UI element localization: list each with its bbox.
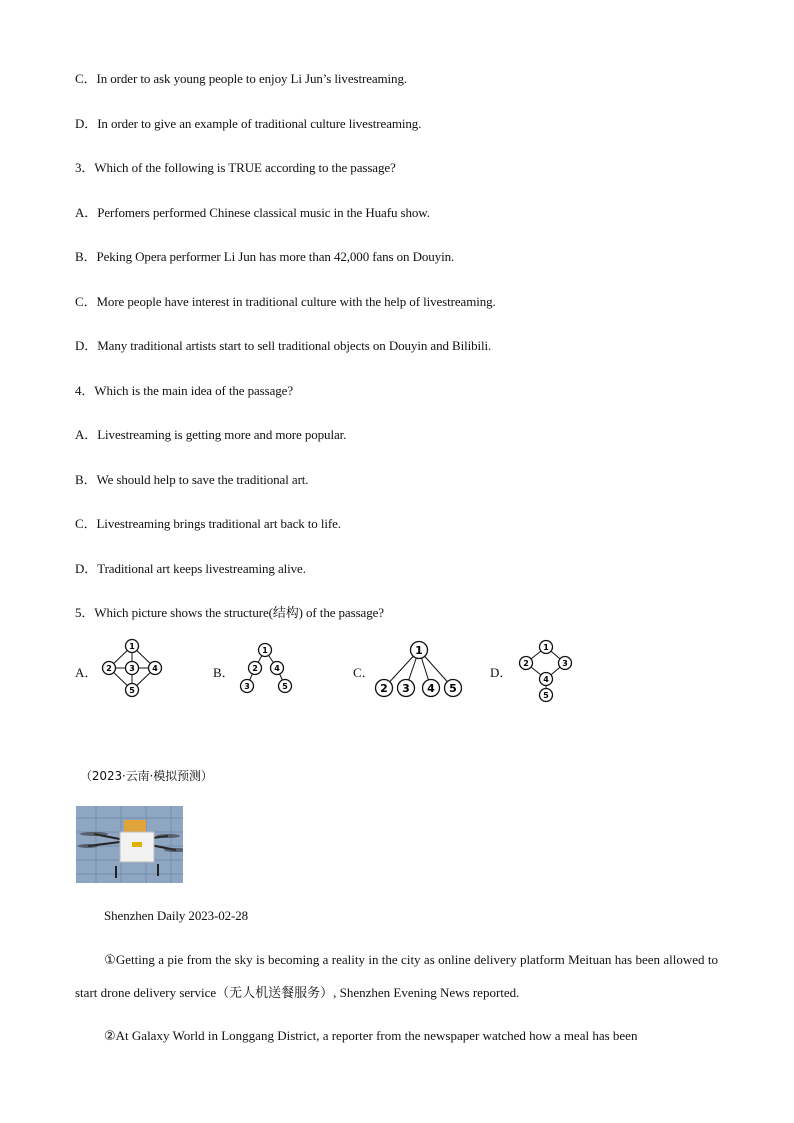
diagram-node-label: 3: [129, 663, 135, 673]
q2-option-c: C．In order to ask young people to enjoy Li Jun’s livestreaming.: [75, 71, 408, 86]
q5-option-b-label: B．: [213, 665, 235, 680]
diagram-node-label: 3: [244, 681, 250, 691]
q5-options: [75, 636, 595, 706]
paragraph-2-marker: ②: [104, 1029, 116, 1044]
q4-option-d: D．Traditional art keeps livestreaming alive.: [75, 561, 306, 576]
paragraph-1-text: Getting a pie from the sky is becoming a reality in the city as online delivery platform Meituan has been allowed to start drone delivery service（无人机送餐服务）, Shenzhen Evening News reported.: [75, 952, 718, 1000]
diagram-node-label: 4: [152, 663, 158, 673]
diagram-node-label: 2: [252, 663, 258, 673]
diagram-node-label: 2: [523, 658, 529, 668]
diagram-node-label: 1: [262, 645, 268, 655]
q5-option-a-label: A．: [75, 665, 98, 680]
article-paragraph-2: [75, 1020, 718, 1053]
diagram-node-label: 2: [106, 663, 112, 673]
q5-option-c-label: C．: [353, 665, 375, 680]
diagram-node-label: 2: [380, 681, 388, 695]
diagram-node-label: 1: [543, 642, 549, 652]
paragraph-2-text: At Galaxy World in Longgang District, a reporter from the newspaper watched how a meal has been: [115, 1028, 638, 1043]
q3-option-b: B．Peking Opera performer Li Jun has more than 42,000 fans on Douyin.: [75, 249, 455, 264]
diagram-node-label: 1: [129, 641, 135, 651]
diagram-node-label: 4: [274, 663, 280, 673]
diagram-node-label: 5: [543, 690, 549, 700]
q4-option-b: B．We should help to save the traditional art.: [75, 472, 309, 487]
source-tag: （2023·云南·模拟预测）: [80, 769, 213, 783]
structure-diagram-d: [513, 638, 579, 704]
diagram-node-label: 3: [402, 681, 410, 695]
diagram-node-label: 4: [427, 681, 435, 695]
paragraph-1-marker: ①: [104, 953, 116, 968]
article-byline: Shenzhen Daily 2023-02-28: [104, 908, 249, 923]
article-paragraph-1: [75, 944, 718, 1009]
q3-option-a: A．Perfomers performed Chinese classical music in the Huafu show.: [75, 205, 430, 220]
diagram-node-label: 5: [449, 681, 457, 695]
q4-option-c: C．Livestreaming brings traditional art back to life.: [75, 516, 341, 531]
diagram-node-label: 1: [415, 643, 423, 657]
q4-option-a: A．Livestreaming is getting more and more popular.: [75, 427, 347, 442]
diagram-node-label: 5: [282, 681, 288, 691]
question-3: 3．Which of the following is TRUE according to the passage?: [75, 160, 396, 175]
q5-option-d-label: D．: [490, 665, 513, 680]
question-5: 5．Which picture shows the structure(结构) of the passage?: [75, 605, 384, 620]
q3-option-c: C．More people have interest in traditional culture with the help of livestreaming.: [75, 294, 496, 309]
diagram-node-label: 3: [562, 658, 568, 668]
structure-diagram-a: [95, 636, 170, 700]
structure-diagram-b: [235, 642, 299, 700]
diagram-node-label: 5: [129, 685, 135, 695]
diagram-node-label: 4: [543, 674, 549, 684]
q2-option-d: D．In order to give an example of traditional culture livestreaming.: [75, 116, 422, 131]
structure-diagram-c: [373, 638, 465, 702]
delivery-drone-photo: [76, 806, 183, 883]
question-4: 4．Which is the main idea of the passage?: [75, 383, 294, 398]
q3-option-d: D．Many traditional artists start to sell traditional objects on Douyin and Bilibili.: [75, 338, 492, 353]
